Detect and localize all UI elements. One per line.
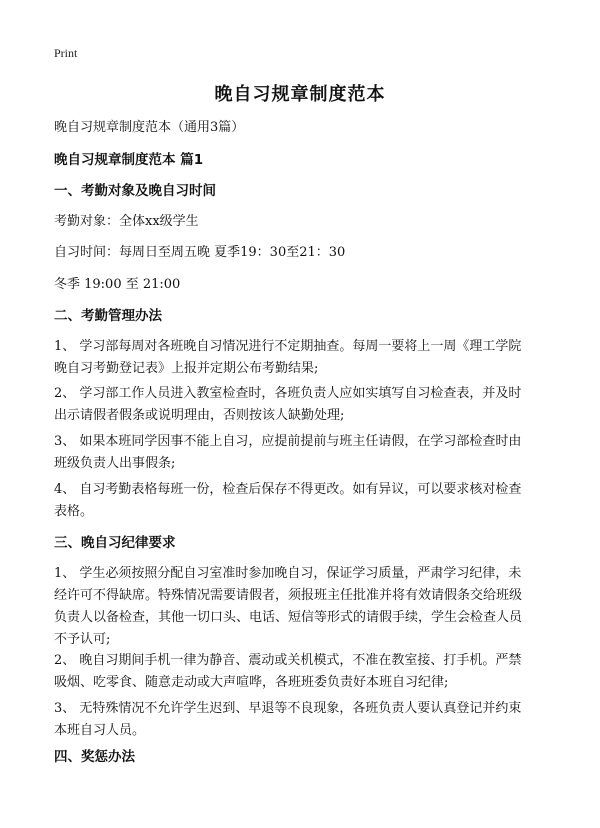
paragraph-line: 2、 学习部工作人员进入教室检查时，各班负责人应如实填写自习检查表，并及时: [54, 386, 522, 401]
paragraph-line: 3、 无特殊情况不允许学生迟到、早退等不良现象，各班负责人要认真登记并约束: [54, 701, 522, 716]
paragraph-line: 表格。: [54, 504, 94, 519]
paragraph-line: 本班自习人员。: [54, 723, 146, 738]
paragraph-line: 4、 自习考勤表格每班一份，检查后保存不得更改。如有异议，可以要求核对检查: [54, 482, 522, 497]
article-title: 晚自习规章制度范本 篇1: [54, 152, 204, 168]
study-time: 自习时间：每周日至周五晚 夏季19：30至21：30: [54, 245, 346, 260]
paragraph-line: 出示请假者假条或说明理由，否则按该人缺勤处理;: [54, 408, 345, 423]
print-link[interactable]: Print: [54, 46, 78, 60]
paragraph-line: 2、 晚自习期间手机一律为静音、震动或关机模式，不准在教室接、打手机。严禁: [54, 653, 522, 668]
paragraph: [54, 383, 554, 427]
paragraph-line: 吸烟、吃零食、随意走动或大声喧哗，各班班委负责好本班自习纪律;: [54, 675, 449, 690]
paragraph-line: 1、 学习部每周对各班晚自习情况进行不定期抽查。每周一要将上一周《理工学院: [54, 339, 522, 354]
paragraph-line: 晚自习考勤登记表》上报并定期公布考勤结果;: [54, 361, 319, 376]
paragraph-line: 不予认可;: [54, 632, 111, 647]
paragraph-line: 班级负责人出事假条;: [54, 456, 176, 471]
paragraph: [54, 479, 554, 523]
document-subtitle: 晚自习规章制度范本（通用3篇）: [54, 120, 245, 135]
paragraph: [54, 698, 554, 742]
section-heading-2: 二、考勤管理办法: [54, 308, 162, 324]
section-heading-4: 四、奖惩办法: [54, 749, 135, 765]
paragraph-line: 3、 如果本班同学因事不能上自习，应提前提前与班主任请假，在学习部检查时由: [54, 434, 522, 449]
winter-time: 冬季 19:00 至 21:00: [54, 277, 181, 292]
paragraph: [54, 431, 554, 475]
page-title: 晚自习规章制度范本: [214, 84, 386, 105]
paragraph-line: 负责人以备检查，其他一切口头、电话、短信等形式的请假手续，学生会检查人员: [54, 610, 523, 625]
section-heading-3: 三、晚自习纪律要求: [54, 535, 176, 551]
paragraph: [54, 563, 554, 651]
paragraph-line: 1、 学生必须按照分配自习室准时参加晚自习，保证学习质量，严肃学习纪律，未: [54, 566, 522, 581]
paragraph: [54, 336, 554, 380]
paragraph: [54, 650, 554, 694]
attendance-target: 考勤对象：全体xx级学生: [54, 214, 199, 229]
section-heading-1: 一、考勤对象及晚自习时间: [54, 183, 216, 199]
paragraph-line: 经许可不得缺席。特殊情况需要请假者，须报班主任批准并将有效请假条交给班级: [54, 588, 523, 603]
